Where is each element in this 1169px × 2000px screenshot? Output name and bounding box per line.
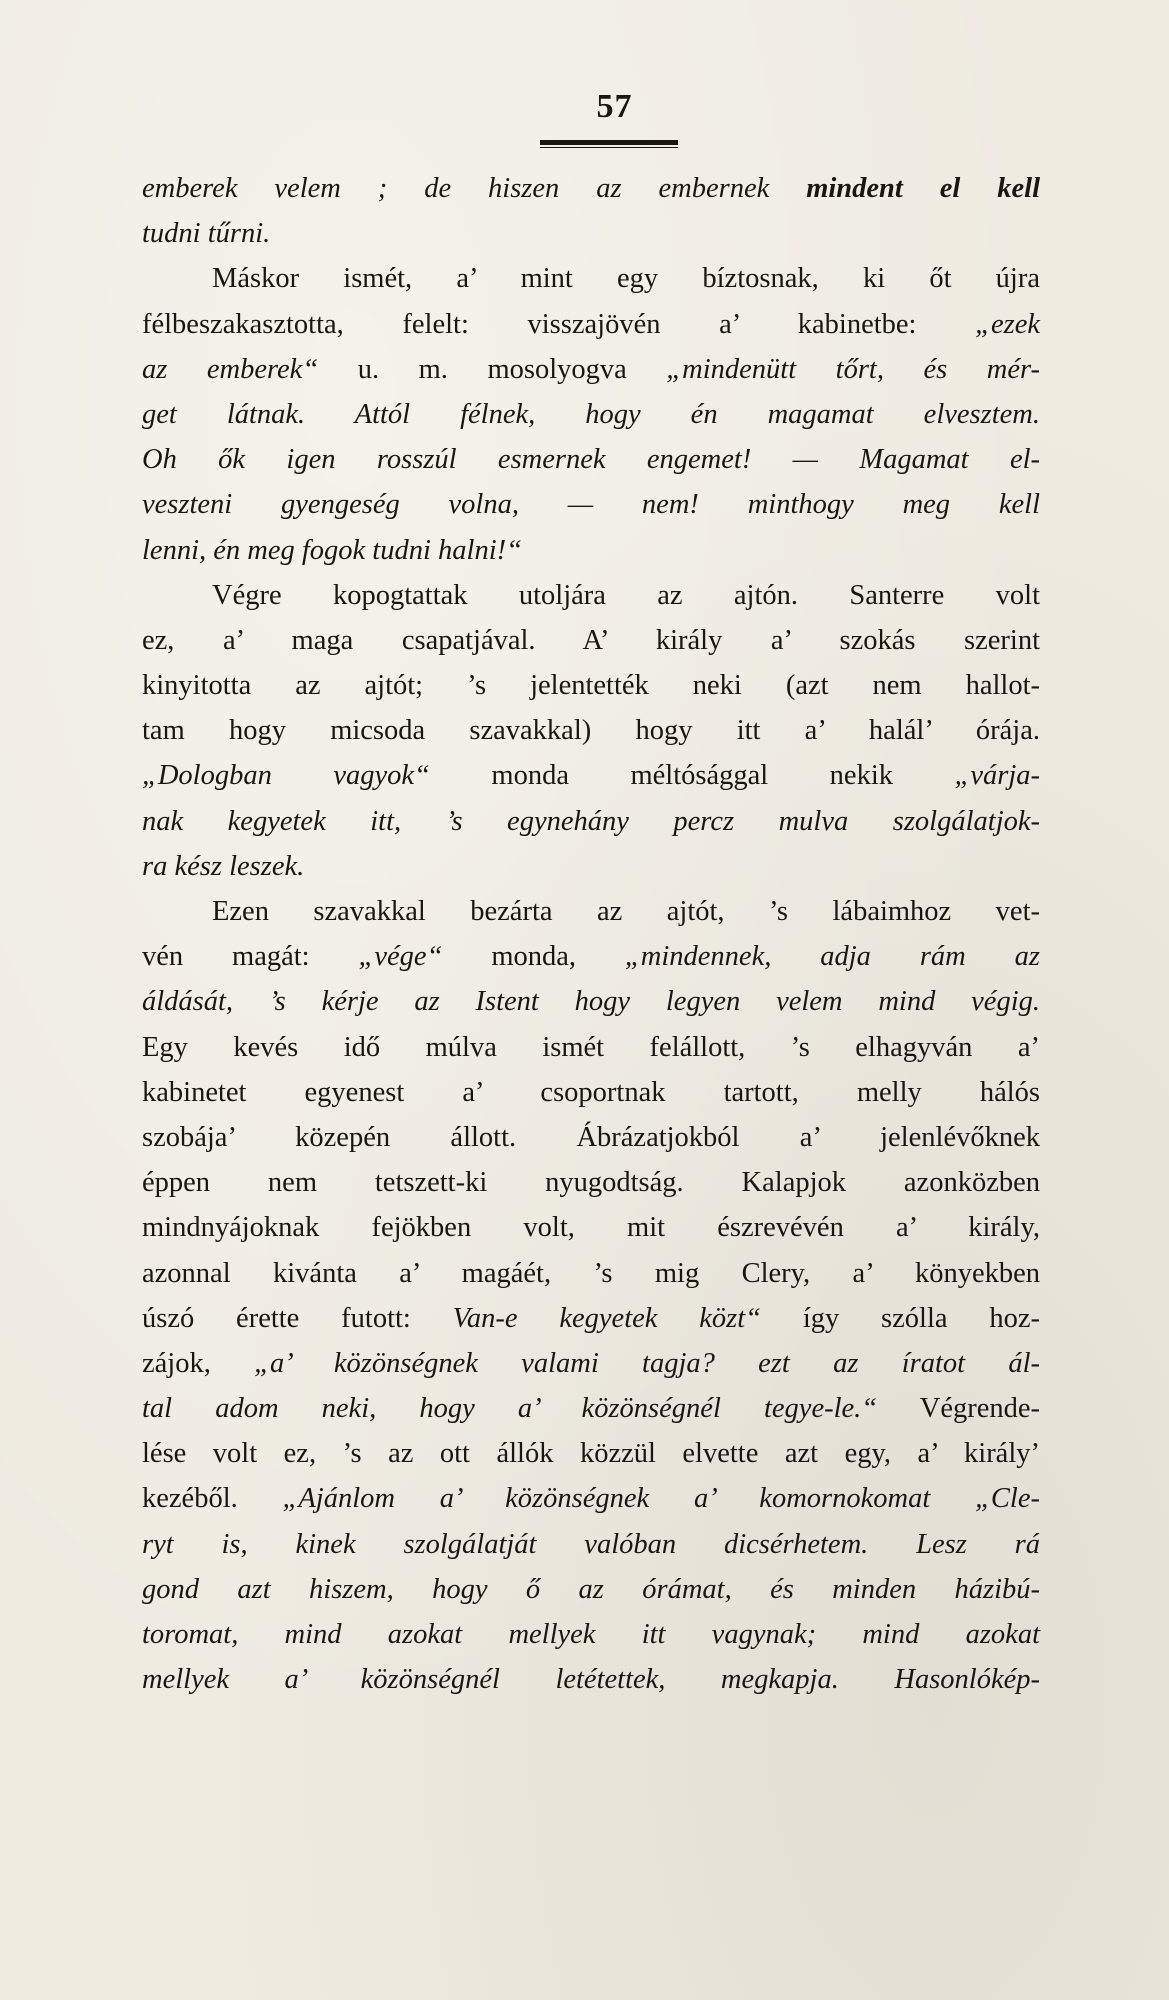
text-line: [142, 1522, 1040, 1567]
text-segment: áldását, ’s kérje az Istent hogy legyen velem mind végig.: [142, 986, 1040, 1018]
text-segment: úszó érette futott:: [142, 1302, 453, 1334]
text-segment: Végrende-: [877, 1393, 1041, 1425]
text-segment: így szólla hoz-: [761, 1302, 1040, 1334]
text-line: [142, 663, 1040, 708]
text-line: [142, 844, 1040, 889]
text-line: [142, 1567, 1040, 1612]
text-segment: monda,: [442, 941, 625, 973]
text-segment: tam hogy micsoda szavakkal) hogy itt a’ halál’ órája.: [142, 715, 1040, 747]
text-segment: mindent el kell: [806, 173, 1040, 204]
text-segment: gond azt hiszem, hogy ő az órámat, és minden házibú-: [142, 1573, 1040, 1605]
text-segment: monda méltósággal nekik: [429, 760, 955, 792]
text-segment: zájok,: [142, 1347, 255, 1379]
text-segment: kabinetet egyenest a’ csoportnak tartott, melly hálós: [142, 1076, 1040, 1108]
text-line: [142, 1115, 1040, 1160]
text-segment: Van-e kegyetek közt“: [452, 1302, 761, 1334]
text-line: [142, 256, 1040, 301]
text-line: [142, 799, 1040, 844]
text-line: [142, 573, 1040, 618]
text-segment: félbeszakasztotta, felelt: visszajövén a’ kabinetbe:: [142, 308, 976, 340]
text-line: [142, 392, 1040, 437]
text-line: [142, 1205, 1040, 1250]
text-line: [142, 1025, 1040, 1070]
text-segment: „ezek: [975, 308, 1040, 340]
text-line: [142, 211, 1040, 256]
text-segment: tudni tűrni.: [142, 218, 271, 250]
header-rule: [540, 140, 678, 145]
text-line: [142, 302, 1040, 347]
header-rule-thin: [540, 147, 678, 148]
text-segment: tal adom neki, hogy a’ közönségnél tegye-le.“: [142, 1393, 878, 1425]
text-segment: „Dologban vagyok“: [142, 760, 430, 792]
text-line: [142, 979, 1040, 1024]
text-line: [142, 528, 1040, 573]
text-segment: u. m. mosolyogva: [318, 353, 667, 385]
text-segment: szobája’ közepén állott. Ábrázatjokból a’ jelenlévőknek: [142, 1121, 1040, 1153]
text-line: [142, 1296, 1040, 1341]
text-segment: get látnak. Attól félnek, hogy én magamat elvesztem.: [142, 398, 1040, 430]
text-segment: „vége“: [358, 941, 443, 973]
text-segment: az emberek“: [142, 353, 319, 385]
text-segment: éppen nem tetszett-ki nyugodtság. Kalapjok azonközben: [142, 1167, 1040, 1199]
text-line: [142, 1341, 1040, 1386]
text-line: [142, 889, 1040, 934]
text-line: [142, 482, 1040, 527]
text-segment: Oh ők igen rosszúl esmernek engemet! — Magamat el-: [142, 444, 1040, 476]
text-line: [142, 1070, 1040, 1115]
text-line: [142, 708, 1040, 753]
text-line: [142, 1251, 1040, 1296]
text-segment: vén magát:: [142, 941, 359, 973]
text-segment: azonnal kivánta a’ magáét, ’s mig Clery, a’ könyekben: [142, 1257, 1040, 1289]
text-segment: ra kész leszek.: [142, 850, 305, 882]
text-line: [142, 1431, 1040, 1476]
text-line: [142, 1386, 1040, 1431]
text-line: [142, 1657, 1040, 1702]
text-segment: „Ajánlom a’ közönségnek a’ komornokomat „Cle-: [282, 1483, 1040, 1515]
text-segment: mellyek a’ közönségnél letétettek, megkapja. Hasonlókép-: [142, 1664, 1040, 1696]
text-segment: ryt is, kinek szolgálatját valóban dicsérhetem. Lesz rá: [142, 1528, 1040, 1560]
text-line: [142, 437, 1040, 482]
text-segment: Ezen szavakkal bezárta az ajtót, ’s lábaimhoz vet-: [212, 896, 1040, 927]
text-line: [142, 1612, 1040, 1657]
text-segment: „a’ közönségnek valami tagja? ezt az íratot ál-: [254, 1347, 1041, 1379]
text-segment: Egy kevés idő múlva ismét felállott, ’s elhagyván a’: [142, 1031, 1040, 1063]
text-segment: nak kegyetek itt, ’s egynehány percz mulva szolgálatjok-: [142, 805, 1040, 837]
text-segment: kinyitotta az ajtót; ’s jelentették neki (azt nem hallot-: [142, 670, 1040, 702]
text-line: [142, 1160, 1040, 1205]
text-segment: „mindenütt tőrt, és mér-: [666, 353, 1041, 385]
body-text: [142, 166, 1040, 1702]
text-segment: emberek velem ; de hiszen az embernek: [142, 173, 807, 204]
text-segment: „mindennek, adja rám az: [624, 941, 1040, 973]
text-segment: mindnyájoknak fejökben volt, mit észrevévén a’ király,: [142, 1212, 1040, 1244]
text-segment: ez, a’ maga csapatjával. A’ király a’ szokás szerint: [142, 624, 1040, 656]
text-line: [142, 1476, 1040, 1521]
text-line: [142, 166, 1040, 211]
text-line: [142, 618, 1040, 663]
text-segment: kezéből.: [142, 1483, 283, 1515]
text-segment: veszteni gyengeség volna, — nem! minthogy meg kell: [142, 489, 1040, 521]
text-segment: Máskor ismét, a’ mint egy bíztosnak, ki őt újra: [212, 263, 1040, 295]
text-line: [142, 934, 1040, 979]
page-number: 57: [596, 88, 633, 125]
text-segment: lése volt ez, ’s az ott állók közzül elvette azt egy, a’ király’: [142, 1438, 1040, 1470]
text-line: [142, 347, 1040, 392]
text-segment: „várja-: [954, 760, 1040, 792]
page-header: [0, 88, 1169, 126]
text-segment: lenni, én meg fogok tudni halni!“: [142, 534, 522, 566]
text-segment: Végre kopogtattak utoljára az ajtón. Santerre volt: [212, 579, 1040, 611]
text-line: [142, 753, 1040, 798]
text-segment: toromat, mind azokat mellyek itt vagynak; mind azokat: [142, 1619, 1040, 1650]
